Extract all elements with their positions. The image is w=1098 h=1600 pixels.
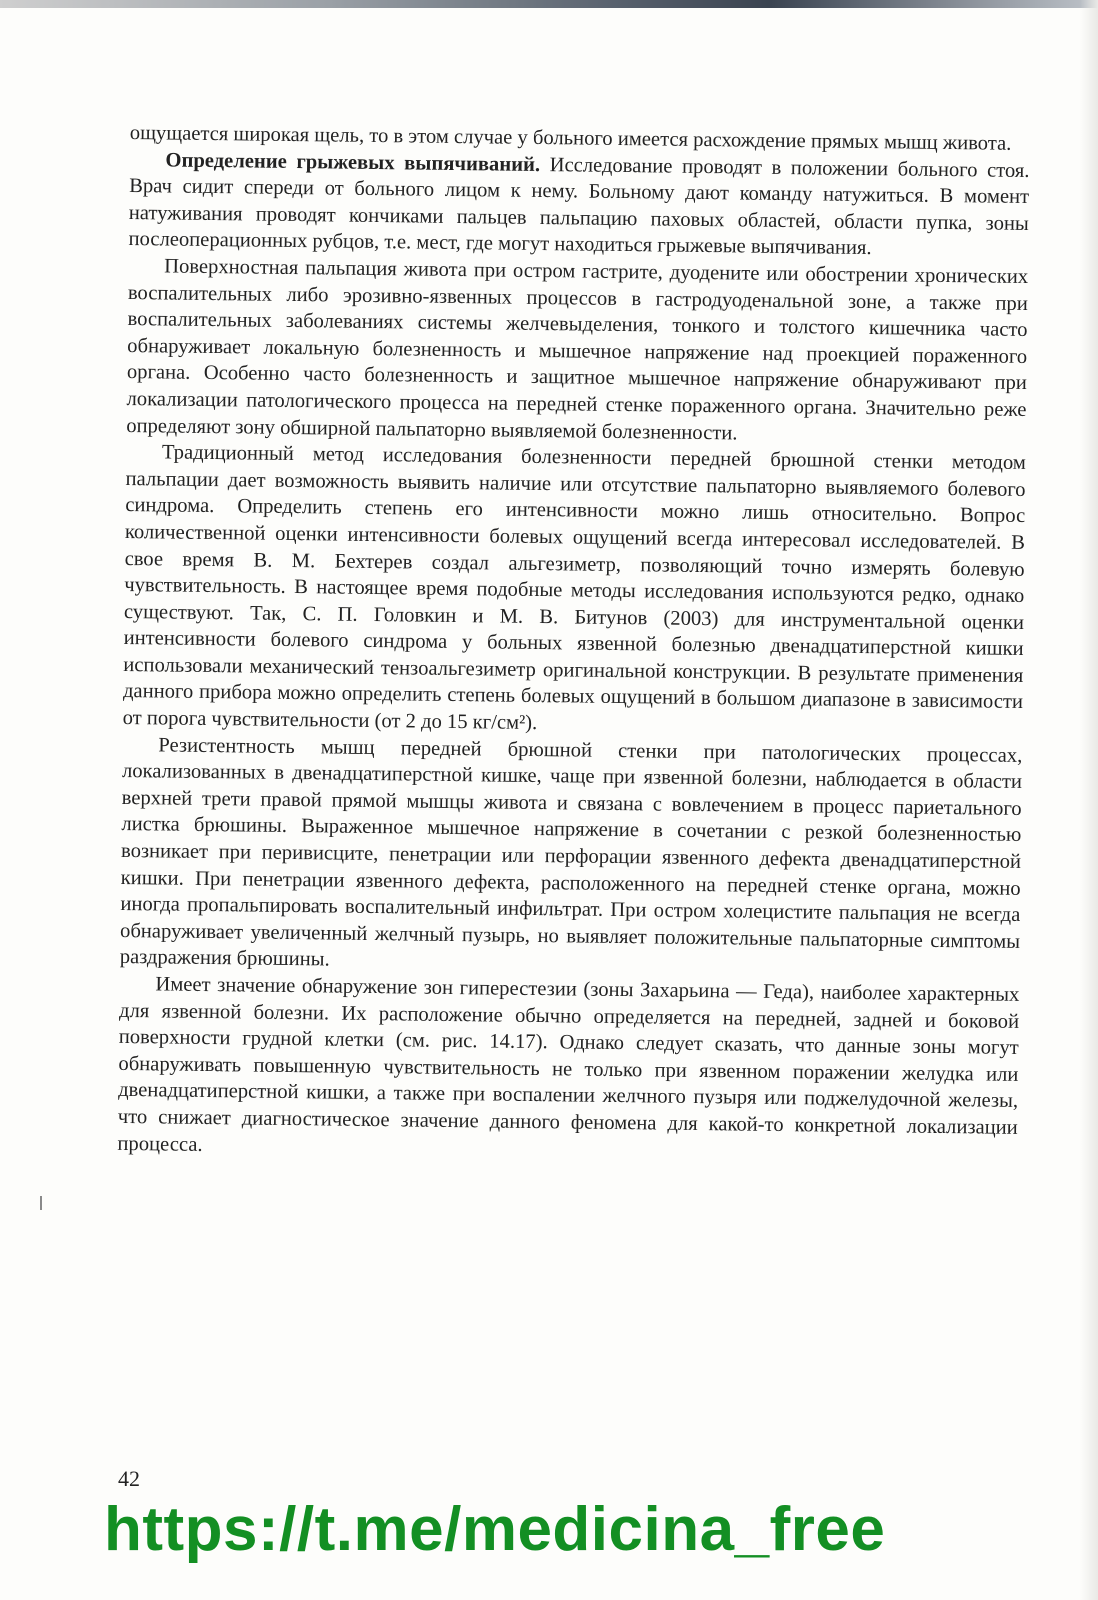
paragraph-3 — [126, 253, 1028, 450]
paragraph-2 — [128, 147, 1029, 264]
paragraph-1-text: ощущается широкая щель, то в этом случае у больного имеется расхождение прямых мышц живота. — [129, 121, 1012, 155]
scan-right-edge — [1080, 0, 1098, 1600]
paragraph-5 — [120, 732, 1023, 982]
paragraph-4 — [123, 439, 1027, 743]
paragraph-2-heading: Определение грыжевых выпячиваний. — [165, 149, 541, 176]
paragraph-5-text: Резистентность мышц передней брюшной стенки при патологических процессах, локализованных в двенадцатиперстной кишке, чаще при язвенной болезни, наблюдается в области верхней трети правой прямой мышцы живота и связана с вовлечением в процесс париетального листка брюшины. Выраженное мышечное напряжение в сочетании с резкой болезненностью возникает при перивисците, пенетрации или перфорации язвенного дефекта двенадцатиперстной кишки. При пенетрации язвенного дефекта, расположенного на передней стенке органа, можно иногда пропальпировать воспалительный инфильтрат. При остром холецистите пальпация не всегда обнаруживает увеличенный желчный пузырь, но выявляет положительные пальпаторные симптомы раздражения брюшины. — [119, 734, 1023, 971]
page-number: 42 — [118, 1466, 140, 1491]
scan-top-edge — [0, 0, 1098, 8]
paragraph-2-text: Исследование проводят в положении больного стоя. Врач сидит спереди от больного лицом к нему. Больному дают команду натужиться. В момент натуживания проводят кончиками пальцев пальпацию паховых областей, области пупка, зоны послеоперационных рубцов, т.е. мест, где могут находиться грыжевые выпячивания. — [128, 153, 1030, 260]
paragraph-6 — [117, 971, 1019, 1168]
margin-mark — [40, 1196, 42, 1210]
paragraph-3-text: Поверхностная пальпация живота при остром гастрите, дуодените или обострении хронических воспалительных либо эрозивно-язвенных процессов в гастродуоденальной зоне, а также при воспалительных заболеваниях системы желчевыделения, тонкого и толстого кишечника часто обнаруживает локальную болезненность и мышечное напряжение над проекцией пораженного органа. Особенно часто болезненность и защитное мышечное напряжение обнаруживают при локализации патологического процесса на передней стенке пораженного органа. Значительно реже определяют зону обширной пальпаторно выявляемой болезненности. — [126, 255, 1029, 444]
page-text-block — [117, 120, 1030, 1168]
watermark-link[interactable]: https://t.me/medicina_free — [104, 1495, 886, 1564]
paragraph-4-text: Традиционный метод исследования болезненности передней брюшной стенки методом пальпации дает возможность выявить наличие или отсутствие пальпаторно выявляемого болевого синдрома. Определить степень его интенсивности можно лишь относительно. Вопрос количественной оценки интенсивности болевых ощущений всегда интересовал исследователей. В свое время В. М. Бехтерев создал альгезиметр, позволяющий точно измерять болевую чувствительность. В настоящее время подобные методы исследования используются редко, однако существуют. Так, С. П. Головкин и М. В. Битунов (2003) для инструментальной оценки интенсивности болевого синдрома у больных язвенной болезнью двенадцатиперстной кишки использовали механический тензоальгезиметр оригинальной конструкции. В результате применения данного прибора можно определить степень болевых ощущений в большом диапазоне в зависимости от порога чувствительности (от 2 до 15 кг/см²). — [122, 441, 1027, 735]
paragraph-6-text: Имеет значение обнаружение зон гиперестезии (зоны Захарьина — Геда), наиболее характерных для язвенной болезни. Их расположение обычно определяется на передней, задней и боковой поверхности грудной клетки (см. рис. 14.17). Однако следует сказать, что данные зоны могут обнаруживать повышенную чувствительность не только при язвенном поражении желудка или двенадцатиперстной кишки, а также при воспалении желчного пузыря или поджелудочной железы, что снижает диагностическое значение данного феномена для какой-то конкретной локализации процесса. — [117, 973, 1020, 1156]
